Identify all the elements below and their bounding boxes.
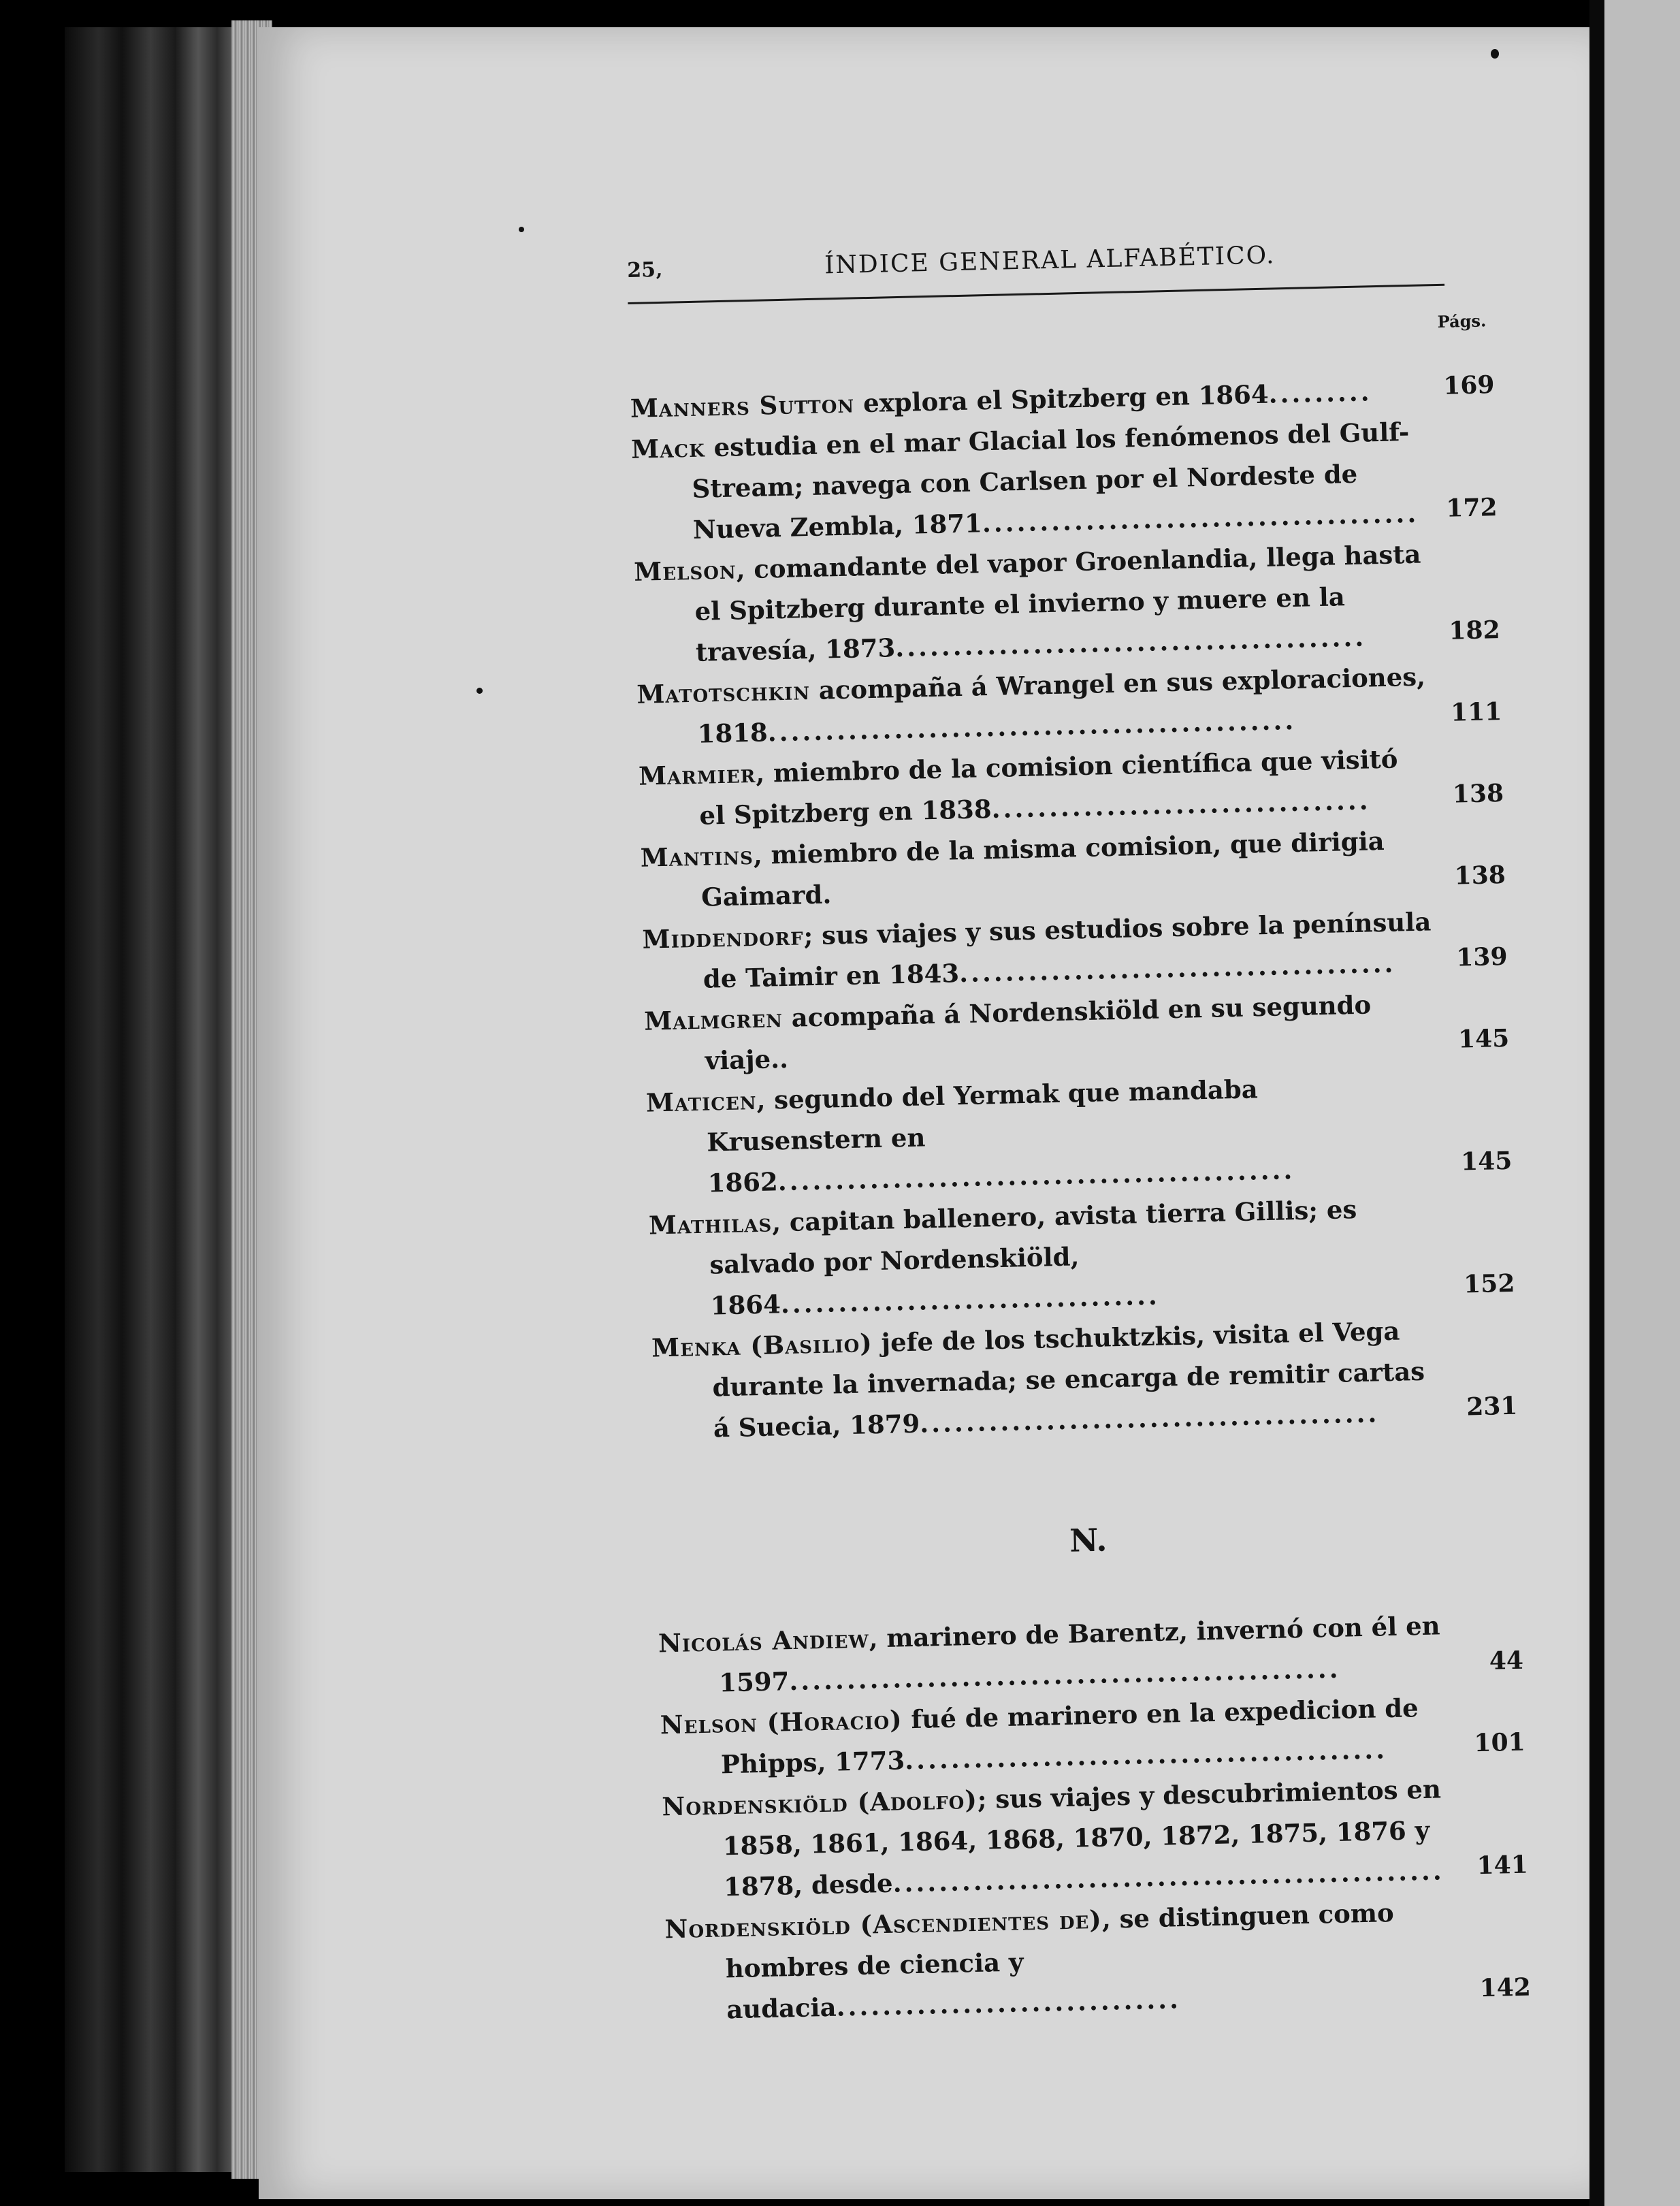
ink-speck	[519, 227, 524, 232]
index-entry	[664, 1889, 1532, 2032]
index-entry	[651, 1308, 1519, 1450]
entry-leader-dots: .........	[1268, 377, 1373, 409]
entry-leader-dots: ..............................	[836, 1984, 1182, 2022]
entry-leader-dots: ................................................	[892, 1855, 1445, 1898]
index-entry	[631, 409, 1498, 552]
entry-description: ; sus viajes y sus estudios sobre la península de Taimir en 1843	[702, 906, 1432, 994]
page-gutter-shadow	[1589, 0, 1604, 2206]
entry-name: Malmgren	[643, 1003, 784, 1036]
entry-description: , capitan ballenero, avista tierra Gillis; es salvado por Nordenskiöld, 1864	[709, 1194, 1357, 1321]
entry-leader-dots: .............................................	[777, 1155, 1295, 1197]
entry-page-ref: 138	[1452, 778, 1504, 809]
entry-leader-dots: ..........................................	[904, 1734, 1388, 1776]
entry-page-ref: 101	[1474, 1727, 1526, 1758]
entry-leader-dots: .................................	[991, 785, 1372, 825]
entry-name: Nordenskiöld (Adolfo)	[661, 1784, 978, 1822]
entry-page-ref: 172	[1445, 493, 1498, 523]
entry-page-ref: 182	[1448, 616, 1501, 645]
entry-page-ref: 152	[1463, 1268, 1515, 1299]
entry-description: , marinero de Barentz, invernó con él en 1597	[718, 1610, 1441, 1698]
entry-name: Menka (Basilio)	[651, 1328, 873, 1363]
entry-leader-dots: ......................................	[958, 948, 1396, 989]
entry-name: Matotschkin	[636, 675, 811, 709]
index-content	[626, 212, 1532, 2031]
entry-page-ref: 169	[1442, 370, 1495, 400]
index-entry	[662, 1767, 1529, 1909]
entry-name: Mantins	[640, 840, 754, 873]
pages-column-label: Págs.	[1437, 310, 1487, 332]
entry-description: explora el Spitzberg en 1864	[854, 379, 1270, 419]
index-entry	[645, 1063, 1513, 1205]
entry-leader-dots: .........................................	[894, 622, 1367, 663]
entry-page-ref: 231	[1466, 1391, 1518, 1422]
entry-page-ref: 141	[1476, 1850, 1529, 1881]
entry-name: Nelson (Horacio)	[660, 1704, 903, 1740]
entry-name: Nordenskiöld (Ascendientes de)	[664, 1904, 1103, 1945]
entry-name: Middendorf	[642, 921, 805, 955]
entry-page-ref: 145	[1457, 1023, 1510, 1054]
entry-leader-dots: ......................................	[982, 498, 1419, 539]
entry-name: Melson	[633, 554, 737, 587]
section-n-entries	[658, 1603, 1531, 2032]
entry-description: jefe de los tschuktzkis, visita el Vega durante la invernada; se encarga de remitir cartas á Suecia, 1879	[712, 1315, 1425, 1443]
entry-name: Nicolás Andiew	[658, 1623, 870, 1659]
entry-leader-dots: ........................................	[919, 1398, 1380, 1439]
entry-description: fué de marinero en la expedicion de Phipps, 1773	[720, 1693, 1419, 1780]
book-spine-edge	[65, 27, 255, 2172]
entry-description: acompaña á Nordenskiöld en su segundo viaje..	[705, 989, 1372, 1076]
entry-name: Mack	[630, 432, 706, 464]
entry-leader-dots: ................................................	[788, 1653, 1341, 1697]
entry-description: , miembro de la comision científica que visitó el Spitzberg en 1838	[698, 744, 1398, 831]
entry-description: , se distinguen como hombres de ciencia y audacia	[725, 1898, 1395, 2025]
entry-page-ref: 111	[1450, 697, 1502, 727]
entry-name: Manners Sutton	[630, 388, 855, 423]
section-m-entries	[630, 368, 1518, 1450]
entry-description: , segundo del Yermak que mandaba Krusenstern en 1862	[706, 1074, 1259, 1198]
entry-page-ref: 142	[1479, 1972, 1532, 2003]
adjacent-page-sliver	[1604, 0, 1680, 2206]
entry-page-ref: 145	[1460, 1146, 1513, 1177]
entry-page-ref: 138	[1454, 860, 1506, 891]
entry-name: Mathilas	[648, 1207, 773, 1241]
running-title: ÍNDICE GENERAL ALFABÉTICO.	[824, 241, 1276, 280]
entry-description: ; sus viajes y descubrimientos en 1858, 1861, 1864, 1868, 1870, 1872, 1875, 1876 y 1878, desde	[722, 1774, 1442, 1902]
entry-description: acompaña á Wrangel en sus exploraciones, 1818	[697, 661, 1426, 749]
entry-page-ref: 139	[1455, 942, 1508, 972]
ink-speck	[476, 688, 483, 694]
index-entry	[648, 1185, 1515, 1328]
entry-description: estudia en el mar Glacial los fenómenos del Gulf-Stream; navega con Carlsen por el Nordeste de Nueva Zembla, 1871	[692, 416, 1410, 545]
ink-speck	[1491, 49, 1499, 59]
entry-page-ref: 44	[1489, 1646, 1524, 1676]
entry-name: Maticen	[645, 1085, 757, 1118]
entry-leader-dots: .................................	[780, 1280, 1161, 1320]
entry-leader-dots: ..............................................	[767, 705, 1297, 748]
entry-description: , comandante del vapor Groenlandia, llega hasta el Spitzberg durante el invierno y muere en la travesía, 1873	[694, 539, 1421, 667]
entry-name: Marmier	[638, 758, 756, 791]
index-entry	[634, 532, 1501, 674]
entry-description: , miembro de la misma comision, que dirigia Gaimard.	[700, 825, 1385, 912]
section-letter-n: N.	[1069, 1521, 1108, 1559]
page-number: 25‚	[626, 257, 663, 283]
header-rule	[628, 284, 1444, 304]
